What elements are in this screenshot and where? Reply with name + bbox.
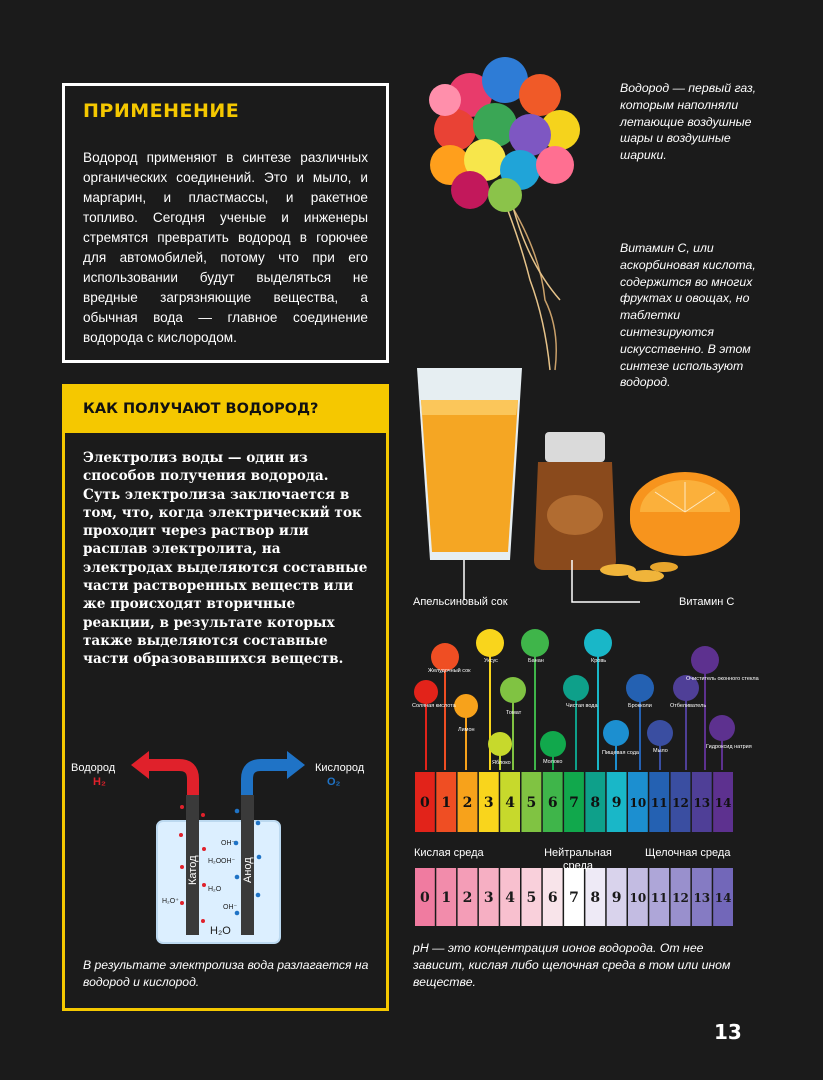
electrolysis-caption: В результате электролиза вода разлагается на водород и кислород. [83,958,369,989]
application-text: Водород применяют в синтезе различных органических соединений. Это и мыло, и маргарин, и пластмассы, и ракетное топливо. Сегодня ученые и инженеры стремятся превратить водород в горючее для автомобилей, потому что при его использовании будут выделяться не вредные загрязняющие вещества, а обычная вода — главное соединение водорода с кислородом. [83,150,368,345]
ph-item-label: Брокколи [628,703,652,709]
ph-item-label: Соляная кислота [412,703,456,709]
ph-label-4: 4 [505,795,515,811]
ph-scale-colored [415,772,733,832]
cathode-label: Катод [187,855,199,885]
ph-item-label: Молоко [543,759,563,765]
ph-pastel-label-11: 11 [650,891,668,905]
ph-item-label: Желудочный сок [428,668,471,674]
ph-label-8: 8 [590,795,601,811]
oxygen-label: Кислород [315,762,365,774]
ph-pastel-label-9: 9 [611,890,622,906]
ph-item-label: Уксус [484,658,498,664]
ph-item-label: Чистая вода [566,703,598,709]
ph-label-14: 14 [714,796,732,810]
water-label: H₂O [210,925,231,937]
orange-juice-illustration [417,368,522,600]
ph-label-3: 3 [483,795,494,811]
oxygen-formula: O₂ [327,776,341,788]
application-title: ПРИМЕНЕНИЕ [83,100,240,122]
ph-label-10: 10 [629,796,647,810]
ph-item-label: Банан [528,658,544,664]
ph-item-label: Очиститель оконного стекла [686,676,759,682]
ion-label: H₂O [208,886,222,893]
ph-pastel-label-3: 3 [483,890,494,906]
balloons-caption: Водород — первый газ, которым наполняли летающие воздушные шары и воздушные шарики. [620,81,757,163]
ph-item-label: Отбеливатель [670,703,707,709]
electrolysis-text: Электролиз воды — один из способов получения водорода. Суть электролиза заключается в том, что, когда электрический ток проходит через раствор или расплав электролита, на электродах выделяются составные части растворенных веществ или же происходят вторичные реакции, в результате которых также выделяются составные части образовавшихся веществ. [83,450,368,668]
ph-pastel-label-12: 12 [672,891,689,905]
ph-pastel-label-10: 10 [629,891,647,905]
ph-label-12: 12 [672,796,689,810]
ph-item-label: Яблоко [492,760,511,766]
ph-label-7: 7 [569,795,579,811]
ph-label-6: 6 [547,795,558,811]
ion-label: OH⁻ [221,840,236,847]
how-obtained-title: КАК ПОЛУЧАЮТ ВОДОРОД? [83,401,319,417]
ph-pastel-label-5: 5 [526,890,537,906]
ph-label-9: 9 [611,795,622,811]
ph-item-label: Пищевая сода [602,750,639,756]
ph-item-label: Кровь [591,658,607,664]
ph-label-1: 1 [441,795,452,811]
ph-item-label: Мыло [653,748,668,754]
acidic-label: Кислая среда [414,847,484,859]
ph-item-label: Лимон [458,727,475,733]
ph-label-13: 13 [693,796,711,810]
ph-caption: pH — это концентрация ионов водорода. От нее зависит, кислая либо щелочная среда в том или ином веществе. [413,941,731,989]
neutral-label: Нейтральная среда [544,847,612,872]
ph-label-0: 0 [420,795,430,811]
ph-pastel-label-7: 7 [569,890,579,906]
vitamin-caption: Витамин С, или аскорбиновая кислота, содержится во многих фруктах и овощах, но таблетки синтезируются искусственно. В этом синтезе используют водород. [620,241,756,390]
ion-label: OH⁻ [223,904,238,911]
vitamin-label: Витамин С [679,596,735,608]
ph-scale-pastel [415,868,733,926]
page-number: 13 [714,1020,742,1044]
ph-label-11: 11 [650,796,668,810]
orange-slice-illustration [630,472,740,556]
ph-pastel-label-13: 13 [693,891,711,905]
ph-pastel-label-8: 8 [590,890,601,906]
ph-pastel-label-6: 6 [547,890,558,906]
ph-item-label: Томат [506,710,522,716]
hydrogen-formula: H₂ [93,776,106,788]
ph-pastel-label-2: 2 [462,890,473,906]
ion-label: H₂O [208,858,222,865]
hydrogen-label: Водород [71,762,116,774]
ph-item-label: Гидроксид натрия [706,744,752,750]
ph-pastel-label-0: 0 [420,890,430,906]
juice-label: Апельсиновый сок [413,596,508,608]
ph-pastel-label-1: 1 [441,890,452,906]
ph-items [414,629,735,770]
ph-label-5: 5 [526,795,537,811]
ion-label: H₂O⁺ [162,898,179,905]
ion-label: OH⁻ [221,858,236,865]
anode-label: Анод [242,857,254,883]
ph-pastel-label-4: 4 [505,890,515,906]
alkaline-label: Щелочная среда [645,847,731,859]
balloons-illustration [429,57,580,370]
ph-label-2: 2 [462,795,473,811]
ph-pastel-label-14: 14 [714,891,732,905]
